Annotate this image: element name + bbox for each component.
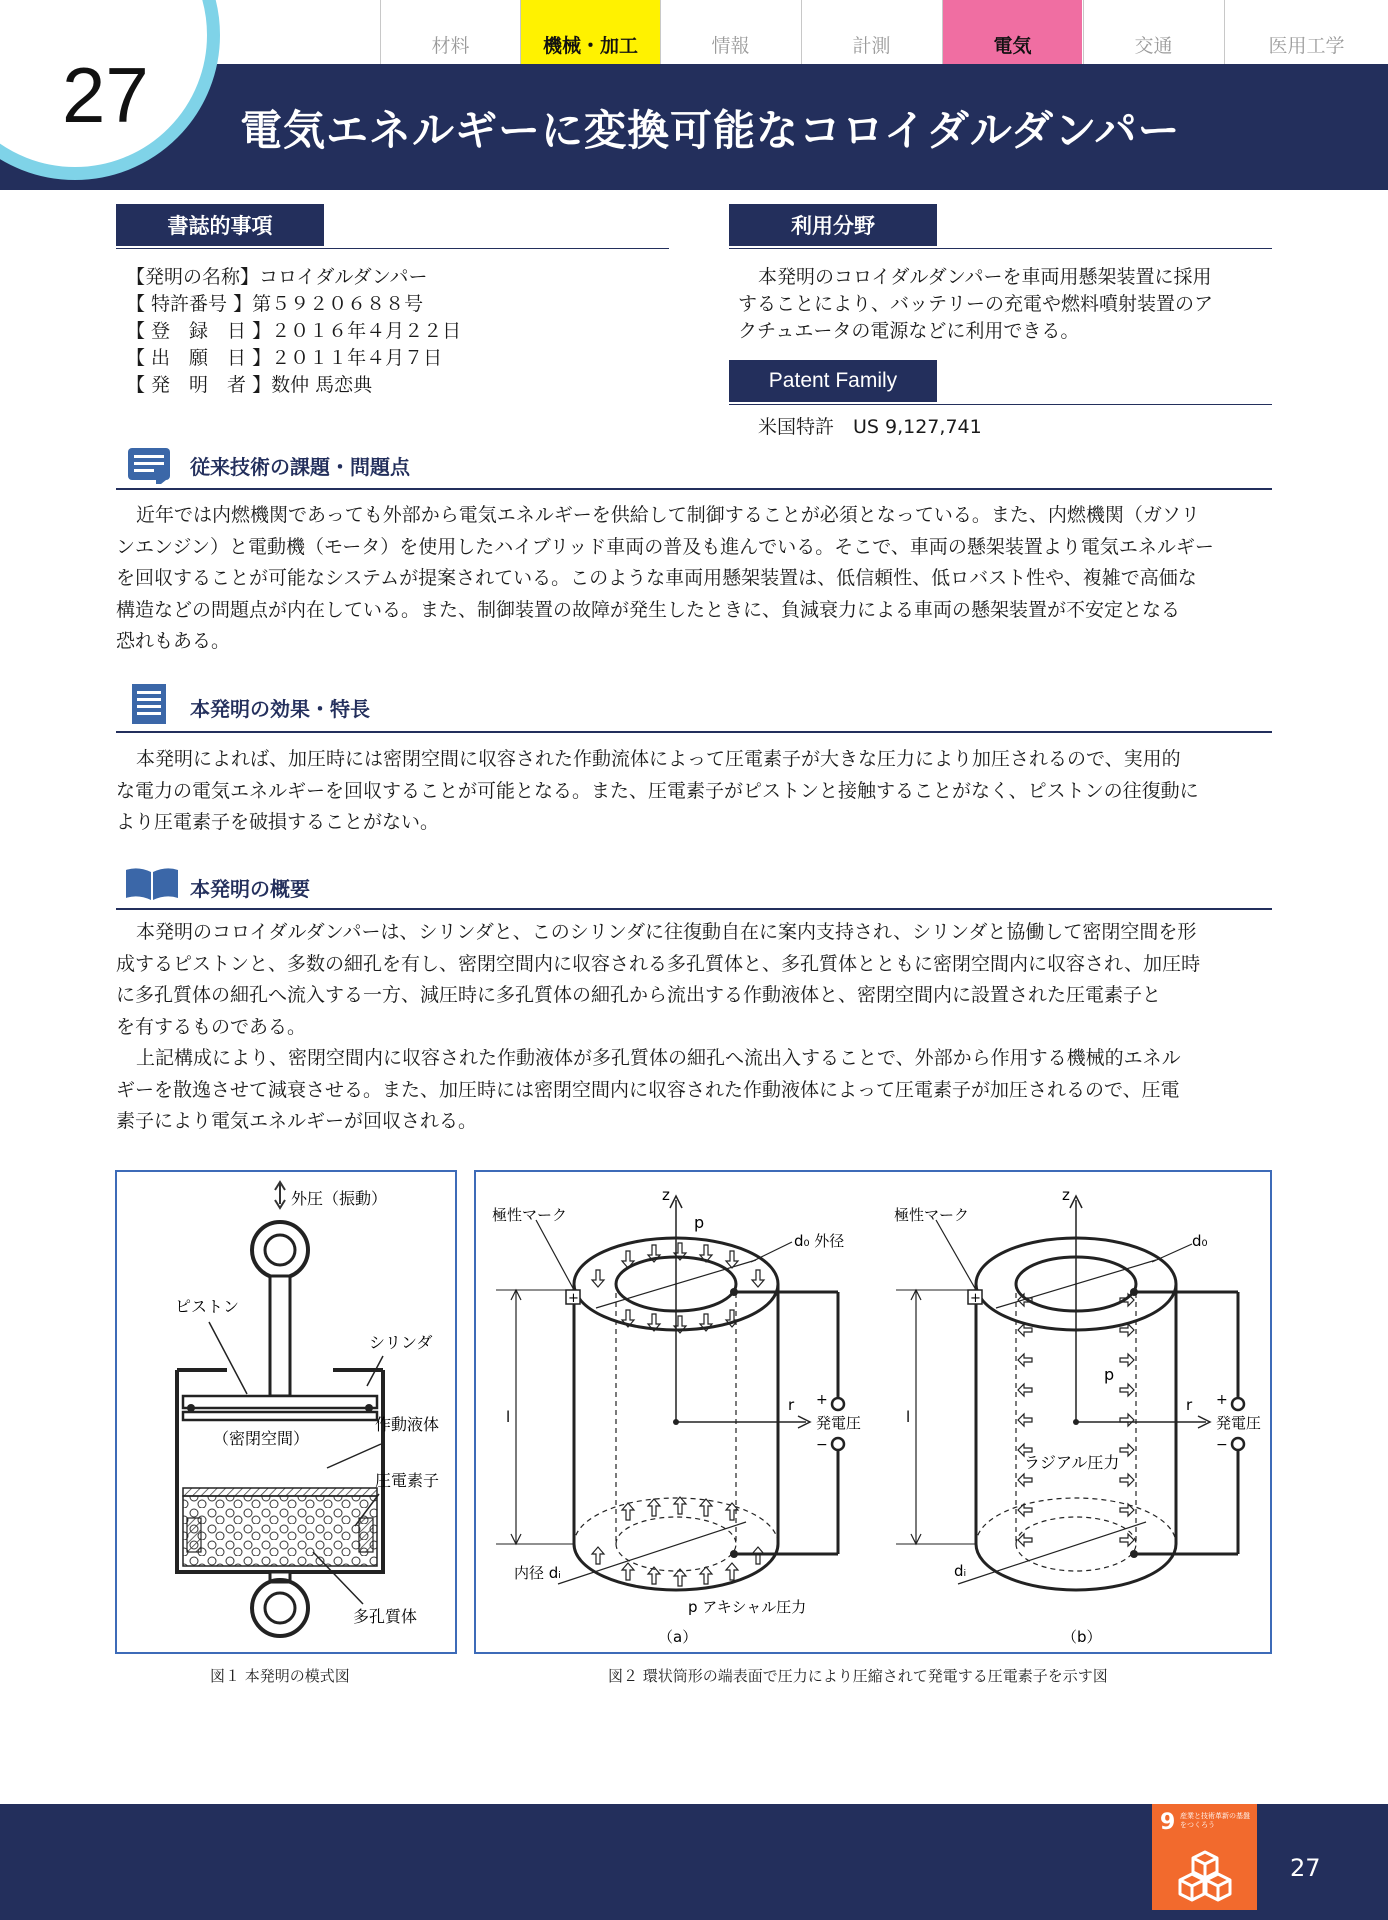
overview-body: 本発明のコロイダルダンパーは、シリンダと、このシリンダに往復動自在に案内支持され、シリンダと協働して密閉空間を形 成するピストンと、多数の細孔を有し、密閉空間内に収容される多孔質体と、多孔質体とともに密閉空間内に収容され、加圧時 に多孔質体の細孔へ流入する一方、減圧時に多孔質体の細孔から流出する作動液体と、密閉空間内に設置された圧電素子と を有するものである。 上記構成により、密閉空間内に収容された作動液体が多孔質体の細孔へ流出入することで、外部から作用する機械的エネル ギーを散逸させて減衰させる。また、加圧時には密閉空間内に収容された作動液体によって圧電素子が加圧されるので、圧電 素子により電気エネルギーが回収される。	[116, 921, 1201, 1132]
figure-2-caption: 図２ 環状筒形の端表面で圧力により圧縮されて発電する圧電素子を示す図	[608, 1667, 1108, 1685]
diagram-b	[894, 1186, 1261, 1646]
tab-mechanical[interactable]: 機械・加工	[520, 0, 660, 64]
sub-b: （b）	[1062, 1628, 1102, 1646]
damper-diagram	[117, 1172, 455, 1652]
usage-heading: 利用分野	[729, 204, 937, 246]
svg-text:p: p	[694, 1213, 705, 1232]
biblio-line: 【 特許番号 】第５９２０６８８号	[126, 293, 424, 315]
article-number: 27	[62, 51, 149, 139]
label-space: （密閉空間）	[213, 1429, 310, 1448]
tab-transport[interactable]: 交通	[1083, 0, 1223, 64]
label-piston: ピストン	[175, 1297, 240, 1316]
biblio-list	[126, 264, 461, 399]
family-rule	[729, 404, 1272, 405]
label-fluid: 作動液体	[375, 1415, 440, 1434]
sdg-number: 9	[1160, 1810, 1176, 1835]
figure-2	[474, 1170, 1272, 1654]
svg-text:−: −	[1216, 1437, 1228, 1453]
svg-text:z: z	[1062, 1186, 1070, 1204]
biblio-rule	[116, 248, 669, 249]
overview-rule	[116, 908, 1272, 910]
effects-rule	[116, 731, 1272, 733]
svg-text:r: r	[788, 1396, 795, 1414]
sdg-text: 産業と技術革新の基盤をつくろう	[1180, 1812, 1250, 1829]
problems-body: 近年では内燃機関であっても外部から電気エネルギーを供給して制御することが必須となっている。また、内燃機関（ガソリ ンエンジン）と電動機（モータ）を使用したハイブリッド車両の普及も進んでいる。そこで、車両の懸架装置より電気エネルギー を回収することが可能なシステムが提案されている。このような車両用懸架装置は、低信頼性、低ロバスト性や、複雑で高価な 構造などの問題点が内在している。また、制御装置の故障が発生したときに、負減衰力による車両の懸架装置が不安定となる 恐れもある。	[116, 504, 1214, 652]
svg-text:+: +	[970, 1291, 981, 1306]
figure-1	[115, 1170, 457, 1654]
piezo-cylinder-diagram	[476, 1172, 1270, 1652]
cubes-icon	[1176, 1848, 1234, 1904]
page-title: 電気エネルギーに変換可能なコロイダルダンパー	[240, 106, 1181, 155]
biblio-heading: 書誌的事項	[116, 204, 324, 246]
biblio-line: 【 出 願 日 】２０１１年４月７日	[126, 347, 443, 369]
polarity-label-a: 極性マーク	[492, 1206, 568, 1224]
sdg-badge	[1152, 1804, 1257, 1910]
svg-text:−: −	[816, 1437, 828, 1453]
radial-label: ラジアル圧力	[1024, 1453, 1120, 1472]
axial-label: p アキシャル圧力	[688, 1598, 807, 1616]
tab-information[interactable]: 情報	[660, 0, 800, 64]
label-porous: 多孔質体	[353, 1607, 418, 1626]
problems-heading: 従来技術の課題・問題点	[190, 455, 410, 479]
effects-heading: 本発明の効果・特長	[190, 697, 370, 721]
family-heading: Patent Family	[729, 360, 937, 402]
page-number: 27	[1290, 1854, 1321, 1882]
biblio-line: 【 発 明 者 】数仲 馬恋典	[126, 374, 373, 396]
document-icon	[126, 444, 174, 484]
svg-text:l: l	[506, 1408, 511, 1426]
overview-heading: 本発明の概要	[190, 877, 310, 901]
label-piezo: 圧電素子	[375, 1471, 440, 1490]
notepad-icon	[130, 682, 170, 728]
label-cylinder: シリンダ	[369, 1333, 433, 1352]
sub-a: （a）	[658, 1628, 698, 1646]
tab-measurement[interactable]: 計測	[801, 0, 941, 64]
svg-text:p: p	[1104, 1365, 1115, 1384]
gen-label-a: 発電圧	[816, 1414, 862, 1432]
svg-text:l: l	[906, 1408, 911, 1426]
svg-text:+: +	[816, 1392, 828, 1408]
problems-rule	[116, 488, 1272, 490]
biblio-line: 【 登 録 日 】２０１６年４月２２日	[126, 320, 462, 342]
usage-rule	[729, 248, 1272, 249]
svg-text:d₀ 外径: d₀ 外径	[794, 1232, 845, 1250]
figure-1-caption: 図１ 本発明の模式図	[210, 1667, 350, 1685]
svg-text:z: z	[662, 1186, 670, 1204]
svg-text:内径 dᵢ: 内径 dᵢ	[514, 1564, 561, 1582]
svg-text:r: r	[1186, 1396, 1193, 1414]
svg-text:dᵢ: dᵢ	[954, 1562, 967, 1580]
svg-text:+: +	[568, 1291, 579, 1306]
usage-text: 本発明のコロイダルダンパーを車両用懸架装置に採用 することにより、バッテリーの充電や燃料噴射装置のア クチュエータの電源などに利用できる。	[738, 266, 1214, 342]
open-book-icon	[124, 866, 180, 902]
tab-medical[interactable]: 医用工学	[1224, 0, 1388, 64]
gen-label-b: 発電圧	[1216, 1414, 1262, 1432]
tab-materials[interactable]: 材料	[380, 0, 520, 64]
label-external: 外圧（振動）	[291, 1189, 388, 1208]
svg-text:+: +	[1216, 1392, 1228, 1408]
biblio-line: 【発明の名称】コロイダルダンパー	[126, 266, 428, 288]
polarity-label-b: 極性マーク	[894, 1206, 970, 1224]
diagram-a	[492, 1186, 861, 1646]
effects-body: 本発明によれば、加圧時には密閉空間に収容された作動流体によって圧電素子が大きな圧力により加圧されるので、実用的 な電力の電気エネルギーを回収することが可能となる。また、圧電素子がピストンと接触することがなく、ピストンの往復動に より圧電素子を破損することがない。	[116, 748, 1199, 833]
tab-electrical[interactable]: 電気	[942, 0, 1082, 64]
family-text: 米国特許 US 9,127,741	[758, 416, 982, 438]
svg-text:d₀: d₀	[1192, 1232, 1208, 1250]
